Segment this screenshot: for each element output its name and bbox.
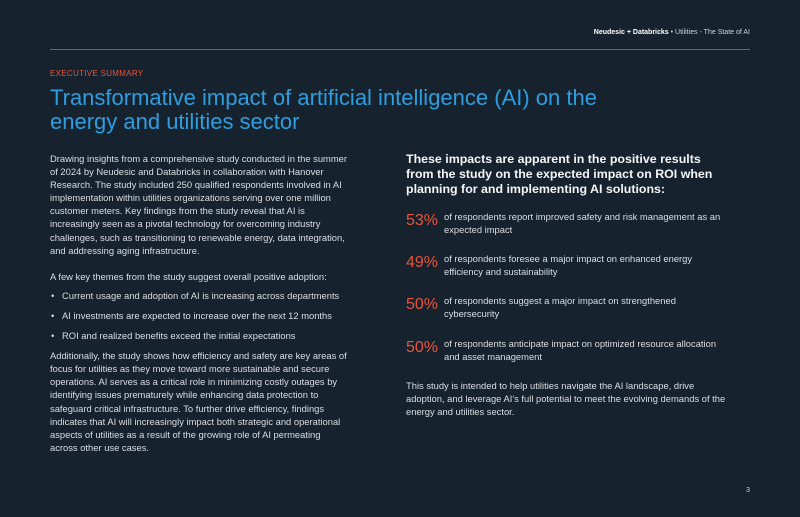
stat-row	[406, 208, 726, 236]
page-number: 3	[746, 487, 750, 494]
intro-paragraph: Drawing insights from a comprehensive study conducted in the summer of 2024 by Neudesic and Databricks in collaboration with Hanover Research. The study included 250 qualified respondents involved in AI implementation within utilities organizations serving over one million customer meters. Key findings from the study reveal that AI is increasingly seen as a pivotal technology for overcoming industry challenges, such as transitioning to renewable energy, data integration, and addressing aging infrastructure.	[50, 153, 348, 256]
stat-description: of respondents report improved safety and risk management as an expected impact	[444, 211, 721, 236]
themes-lead: A few key themes from the study suggest overall positive adoption:	[50, 270, 327, 282]
impacts-heading: These impacts are apparent in the positive results from the study on the expected impact on ROI when planning for and implementing AI solutions:	[406, 152, 713, 196]
list-item: • ROI and realized benefits exceed the initial expectations	[62, 329, 350, 342]
left-column	[50, 152, 350, 454]
right-column	[406, 152, 726, 427]
stat-percentage: 50%	[406, 296, 439, 314]
stat-percentage: 50%	[406, 338, 439, 356]
themes-list	[50, 289, 350, 342]
page-header	[594, 29, 750, 36]
stat-percentage: 49%	[406, 254, 439, 272]
page-title: Transformative impact of artificial intelligence (AI) on the energy and utilities sector	[50, 85, 597, 134]
stat-description: of respondents foresee a major impact on enhanced energy efficiency and sustainability	[444, 253, 693, 278]
stat-row	[406, 250, 726, 278]
section-eyebrow: EXECUTIVE SUMMARY	[50, 69, 144, 78]
header-divider	[50, 49, 750, 50]
stat-row	[406, 335, 726, 363]
header-brand: Neudesic + Databricks	[593, 29, 669, 36]
closing-paragraph: This study is intended to help utilities navigate the AI landscape, drive adoption, and leverage AI's full potential to meet the evolving demands of the energy and utilities sector.	[406, 379, 726, 417]
stat-percentage: 53%	[406, 212, 439, 229]
stat-description: of respondents suggest a major impact on strengthened cybersecurity	[444, 295, 676, 320]
list-item: • Current usage and adoption of AI is increasing across departments	[62, 289, 350, 302]
additional-paragraph: Additionally, the study shows how efficiency and safety are key areas of focus for utilities as they move toward more sustainable and secure operations. AI serves as a critical role in minimizing costly outages by identifying issues prematurely while enhancing data protection to safeguard critical infrastructure. To further drive efficiency, findings indicates that AI will increasingly impact both strategic and operational aspects of utilities as a result of the growing role of AI permeating across other use cases.	[50, 350, 347, 453]
header-separator: •	[668, 29, 676, 36]
list-item: • AI investments are expected to increase over the next 12 months	[62, 309, 350, 322]
header-subtitle: Utilities - The State of AI	[675, 29, 750, 36]
stat-row	[406, 292, 726, 320]
stat-description: of respondents anticipate impact on optimized resource allocation and asset management	[444, 337, 717, 362]
